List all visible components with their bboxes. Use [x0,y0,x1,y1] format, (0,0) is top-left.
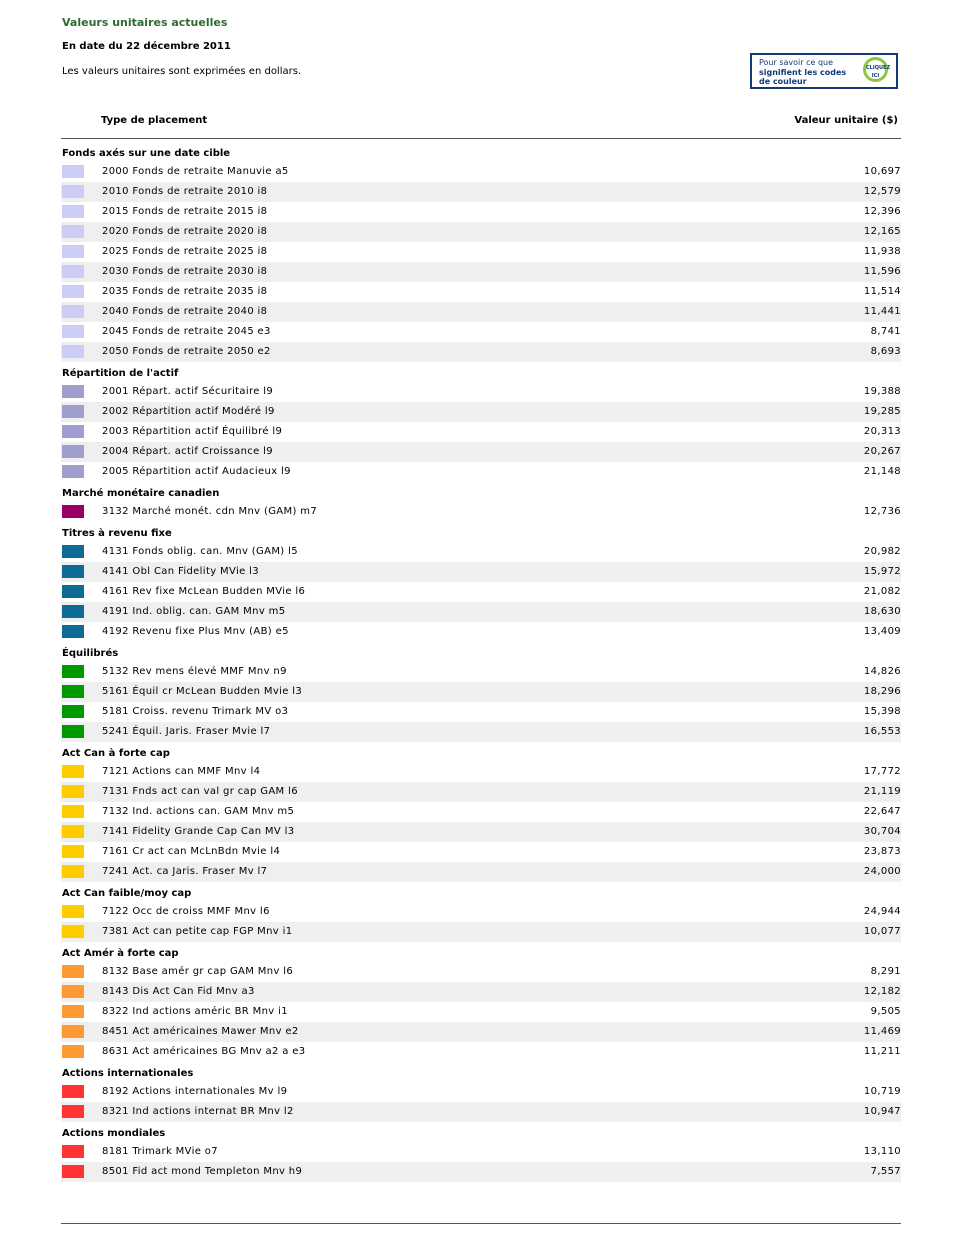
fund-name: 8143 Dis Act Can Fid Mnv a3 [102,986,255,997]
fund-row [61,1082,901,1102]
fund-row [61,602,901,622]
unit-value: 8,693 [870,346,901,357]
fund-row [61,1022,901,1042]
fund-row [61,402,901,422]
unit-value: 11,469 [863,1026,901,1037]
color-code-swatch [62,585,84,598]
color-code-swatch [62,1085,84,1098]
fund-name: 8451 Act américaines Mawer Mnv e2 [102,1026,299,1037]
color-code-swatch [62,685,84,698]
color-code-swatch [62,425,84,438]
fund-name: 7161 Cr act can McLnBdn Mvie l4 [102,846,281,857]
fund-name: 2001 Répart. actif Sécuritaire l9 [102,386,274,397]
color-code-swatch [62,825,84,838]
unit-value: 24,944 [863,906,901,917]
unit-value: 17,772 [863,766,901,777]
fund-name: 2002 Répartition actif Modéré l9 [102,406,275,417]
fund-row [61,422,901,442]
fund-section [61,522,901,642]
fund-name: 5181 Croiss. revenu Trimark MV o3 [102,706,289,717]
fund-name: 2050 Fonds de retraite 2050 e2 [102,346,271,357]
color-code-swatch [62,785,84,798]
unit-value: 22,647 [863,806,901,817]
color-code-swatch [62,545,84,558]
fund-row [61,342,901,362]
section-title: Répartition de l'actif [62,368,179,379]
fund-name: 2015 Fonds de retraite 2015 i8 [102,206,268,217]
fund-row [61,542,901,562]
color-code-swatch [62,405,84,418]
fund-section [61,942,901,1062]
unit-value: 15,972 [863,566,901,577]
unit-value: 20,267 [863,446,901,457]
color-code-swatch [62,1145,84,1158]
unit-value: 14,826 [863,666,901,677]
fund-name: 2005 Répartition actif Audacieux l9 [102,466,291,477]
unit-value: 10,077 [863,926,901,937]
fund-section [61,742,901,882]
fund-name: 8322 Ind actions améric BR Mnv i1 [102,1006,288,1017]
color-code-swatch [62,665,84,678]
fund-name: 8631 Act américaines BG Mnv a2 a e3 [102,1046,306,1057]
color-code-swatch [62,965,84,978]
fund-name: 2025 Fonds de retraite 2025 i8 [102,246,268,257]
fund-row [61,962,901,982]
fund-row [61,842,901,862]
unit-value: 16,553 [863,726,901,737]
fund-row [61,1042,901,1062]
fund-row [61,282,901,302]
unit-value: 8,741 [870,326,901,337]
color-code-swatch [62,905,84,918]
section-title: Act Can à forte cap [62,748,170,759]
unit-value: 23,873 [863,846,901,857]
badge-line-1: Pour savoir ce que [759,58,834,67]
fund-row [61,222,901,242]
section-title: Fonds axés sur une date cible [62,148,231,159]
color-code-swatch [62,765,84,778]
fund-name: 7141 Fidelity Grande Cap Can MV l3 [102,826,295,837]
section-title: Équilibrés [62,648,119,659]
fund-name: 2045 Fonds de retraite 2045 e3 [102,326,271,337]
fund-name: 2010 Fonds de retraite 2010 i8 [102,186,268,197]
color-code-swatch [62,385,84,398]
unit-value: 7,557 [870,1166,901,1177]
fund-section [61,882,901,942]
fund-row [61,682,901,702]
unit-value: 11,514 [863,286,901,297]
section-title: Marché monétaire canadien [62,488,220,499]
fund-name: 7132 Ind. actions can. GAM Mnv m5 [102,806,295,817]
color-code-swatch [62,305,84,318]
fund-name: 4191 Ind. oblig. can. GAM Mnv m5 [102,606,286,617]
color-code-swatch [62,865,84,878]
color-code-swatch [62,325,84,338]
fund-row [61,462,901,482]
color-code-swatch [62,1025,84,1038]
unit-value: 11,596 [863,266,901,277]
fund-row [61,662,901,682]
fund-name: 7131 Fnds act can val gr cap GAM l6 [102,786,298,797]
as-of-date: En date du 22 décembre 2011 [62,41,231,52]
fund-row [61,1102,901,1122]
color-code-swatch [62,805,84,818]
fund-name: 8501 Fid act mond Templeton Mnv h9 [102,1166,303,1177]
color-code-swatch [62,285,84,298]
unit-value: 11,938 [863,246,901,257]
color-code-swatch [62,625,84,638]
fund-section [61,362,901,482]
footer-divider [61,1223,901,1224]
fund-name: 2003 Répartition actif Équilibré l9 [102,426,283,437]
fund-row [61,262,901,282]
unit-value: 12,579 [863,186,901,197]
color-code-swatch [62,165,84,178]
unit-value: 19,285 [863,406,901,417]
section-title: Act Can faible/moy cap [62,888,192,899]
page-title: Valeurs unitaires actuelles [62,16,228,29]
fund-row [61,822,901,842]
unit-value: 19,388 [863,386,901,397]
color-code-swatch [62,505,84,518]
fund-row [61,442,901,462]
fund-row [61,562,901,582]
color-code-swatch [62,225,84,238]
section-title: Act Amér à forte cap [62,948,179,959]
fund-name: 5161 Équil cr McLean Budden Mvie l3 [102,686,303,697]
fund-row [61,1162,901,1182]
color-code-swatch [62,1005,84,1018]
fund-row [61,922,901,942]
fund-name: 8321 Ind actions internat BR Mnv l2 [102,1106,294,1117]
column-header-value: Valeur unitaire ($) [794,115,898,126]
color-code-swatch [62,185,84,198]
fund-name: 4161 Rev fixe McLean Budden MVie l6 [102,586,306,597]
fund-name: 5241 Équil. Jaris. Fraser Mvie l7 [102,726,271,737]
fund-row [61,162,901,182]
fund-name: 4141 Obl Can Fidelity MVie l3 [102,566,259,577]
color-code-swatch [62,445,84,458]
header-divider [61,138,901,139]
unit-value: 18,296 [863,686,901,697]
fund-row [61,582,901,602]
color-code-swatch [62,245,84,258]
fund-row [61,1142,901,1162]
fund-name: 4131 Fonds oblig. can. Mnv (GAM) l5 [102,546,298,557]
unit-value: 8,291 [870,966,901,977]
fund-table [61,142,901,1182]
unit-value: 13,409 [863,626,901,637]
color-code-swatch [62,265,84,278]
color-code-swatch [62,985,84,998]
fund-name: 7381 Act can petite cap FGP Mnv i1 [102,926,293,937]
fund-row [61,802,901,822]
color-code-swatch [62,565,84,578]
unit-value: 13,110 [863,1146,901,1157]
fund-section [61,1122,901,1182]
unit-value: 24,000 [863,866,901,877]
color-code-swatch [62,845,84,858]
fund-name: 2035 Fonds de retraite 2035 i8 [102,286,268,297]
unit-value: 21,148 [863,466,901,477]
color-code-swatch [62,345,84,358]
fund-name: 2040 Fonds de retraite 2040 i8 [102,306,268,317]
badge-line-3: de couleur [759,77,807,86]
fund-name: 7241 Act. ca Jaris. Fraser Mv l7 [102,866,268,877]
unit-value: 10,697 [863,166,901,177]
section-title: Titres à revenu fixe [62,528,172,539]
units-note: Les valeurs unitaires sont exprimées en dollars. [62,66,302,77]
color-code-swatch [62,1045,84,1058]
color-code-swatch [62,725,84,738]
fund-name: 8192 Actions internationales Mv l9 [102,1086,288,1097]
fund-row [61,182,901,202]
unit-value: 12,396 [863,206,901,217]
fund-row [61,382,901,402]
color-code-swatch [62,605,84,618]
color-code-swatch [62,1165,84,1178]
fund-row [61,202,901,222]
fund-name: 2000 Fonds de retraite Manuvie a5 [102,166,289,177]
fund-name: 2004 Répart. actif Croissance l9 [102,446,273,457]
fund-row [61,502,901,522]
fund-name: 8181 Trimark MVie o7 [102,1146,218,1157]
unit-value: 11,441 [863,306,901,317]
unit-value: 20,313 [863,426,901,437]
color-code-swatch [62,205,84,218]
badge-line-2: signifient les codes [759,68,847,77]
click-here-button[interactable]: CLIQUEZ ICI [863,57,888,82]
color-code-swatch [62,705,84,718]
unit-value: 12,736 [863,506,901,517]
unit-value: 10,719 [863,1086,901,1097]
unit-value: 9,505 [870,1006,901,1017]
fund-name: 4192 Revenu fixe Plus Mnv (AB) e5 [102,626,289,637]
fund-row [61,322,901,342]
fund-row [61,242,901,262]
unit-value: 20,982 [863,546,901,557]
fund-row [61,762,901,782]
color-codes-link[interactable] [750,53,898,89]
fund-section [61,142,901,362]
unit-value: 12,165 [863,226,901,237]
fund-section [61,1062,901,1122]
fund-row [61,782,901,802]
unit-value: 11,211 [863,1046,901,1057]
fund-row [61,902,901,922]
section-title: Actions mondiales [62,1128,166,1139]
fund-row [61,722,901,742]
unit-value: 12,182 [863,986,901,997]
color-code-swatch [62,925,84,938]
unit-value: 21,082 [863,586,901,597]
fund-row [61,622,901,642]
fund-row [61,702,901,722]
fund-name: 5132 Rev mens élevé MMF Mnv n9 [102,666,287,677]
unit-value: 15,398 [863,706,901,717]
fund-name: 7121 Actions can MMF Mnv l4 [102,766,261,777]
unit-value: 30,704 [863,826,901,837]
fund-row [61,982,901,1002]
unit-value: 10,947 [863,1106,901,1117]
fund-section [61,642,901,742]
fund-name: 7122 Occ de croiss MMF Mnv l6 [102,906,270,917]
unit-value: 21,119 [863,786,901,797]
fund-name: 2030 Fonds de retraite 2030 i8 [102,266,268,277]
color-code-swatch [62,1105,84,1118]
fund-name: 2020 Fonds de retraite 2020 i8 [102,226,268,237]
fund-row [61,862,901,882]
section-title: Actions internationales [62,1068,194,1079]
fund-section [61,482,901,522]
fund-row [61,1002,901,1022]
unit-value: 18,630 [863,606,901,617]
fund-name: 3132 Marché monét. cdn Mnv (GAM) m7 [102,506,318,517]
fund-row [61,302,901,322]
fund-name: 8132 Base amér gr cap GAM Mnv l6 [102,966,294,977]
column-header-type: Type de placement [101,115,208,126]
color-code-swatch [62,465,84,478]
